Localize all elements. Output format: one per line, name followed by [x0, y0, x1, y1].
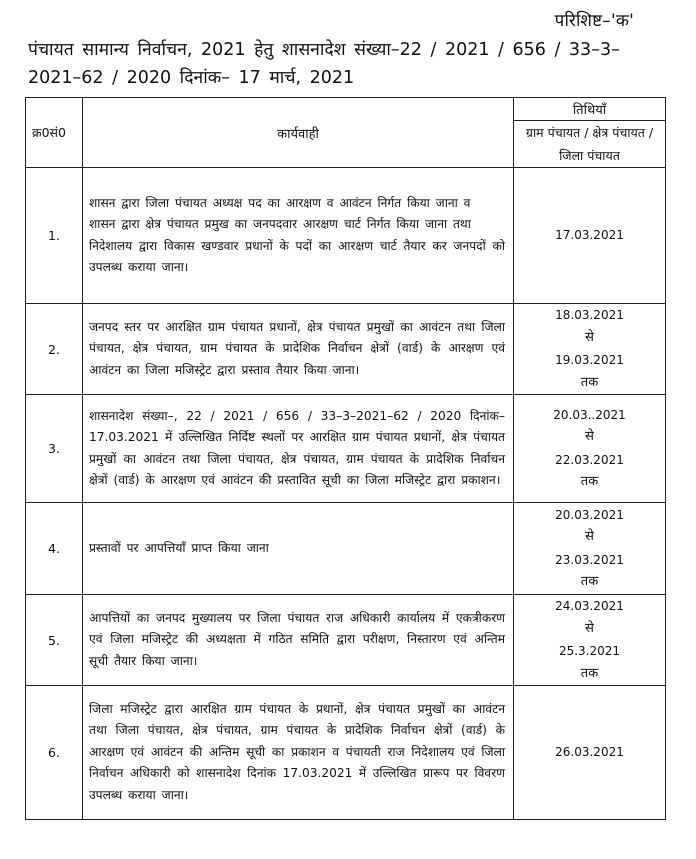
header-dates: तिथियाँ: [514, 98, 666, 121]
action-line: जनपद स्तर पर आरक्षित ग्राम पंचायत प्रधानों, क्षेत्र पंचायत प्रमुखों का आवंटन तथा जिला पंचायत, क्षेत्र पंचायत, ग्राम पंचायत के प्रादेशिक निर्वाचन क्षेत्रों (वार्ड) के आरक्षण एवं आवंटन का जिला मजिस्ट्रेट द्वारा प्रस्ताव तैयार किया जाना।: [89, 319, 505, 377]
action-line: निदेशालय द्वारा विकास खण्डवार प्रधानों के पदों का आरक्षण चार्ट तैयार कर जनपदों को उपलब्ध कराया जाना।: [89, 238, 505, 274]
row-action: [83, 595, 514, 686]
row-action: [83, 395, 514, 503]
table-row: [26, 686, 666, 820]
row-serial: 5.: [26, 595, 83, 686]
document-heading: पंचायत सामान्य निर्वाचन, 2021 हेतु शासनादेश संख्या–22 / 2021 / 656 / 33–3–2021–62 / 2020 दिनांक– 17 मार्च, 2021: [28, 40, 620, 88]
election-schedule-table: [25, 97, 666, 820]
date-separator: से: [585, 329, 594, 345]
date-suffix: तक: [580, 665, 599, 681]
action-line: प्रस्तावों पर आपत्तियाँ प्राप्त किया जाना: [89, 540, 269, 555]
table-row: [26, 503, 666, 595]
row-action: [83, 686, 514, 820]
date-separator: से: [585, 429, 594, 444]
table-row: [26, 168, 666, 304]
date-separator: से: [585, 529, 594, 544]
date-suffix: तक: [580, 374, 599, 390]
row-serial: 3.: [26, 395, 83, 503]
appendix-label: परिशिष्ट–'क': [554, 11, 634, 31]
action-line: शासन द्वारा जिला पंचायत अध्यक्ष पद का आरक्षण व आवंटन निर्गत किया जाना व: [89, 195, 471, 210]
header-dates-sub: ग्राम पंचायत / क्षेत्र पंचायत / जिला पंचायत: [514, 121, 666, 168]
row-action: [83, 304, 514, 395]
table-row: [26, 304, 666, 395]
row-date: [514, 304, 666, 395]
date-from: 24.03.2021: [555, 599, 624, 613]
row-date: [514, 503, 666, 595]
date-to: 22.03.2021: [555, 452, 624, 467]
date-suffix: तक: [580, 474, 599, 489]
date-separator: से: [585, 620, 594, 636]
row-date: [514, 168, 666, 304]
header-serial: क्र0सं0: [26, 98, 83, 168]
header-action: कार्यवाही: [83, 98, 514, 168]
date-from: 26.03.2021: [555, 745, 624, 760]
row-date: [514, 686, 666, 820]
row-serial: 1.: [26, 168, 83, 304]
row-action: [83, 503, 514, 595]
action-line: शासनादेश संख्या–, 22 / 2021 / 656 / 33–3–2021–62 / 2020 दिनांक– 17.03.2021 में उल्लिखित निर्दिष्ट स्थलों पर आरक्षित ग्राम पंचायत प्रधानों, क्षेत्र पंचायत प्रमुखों का आवंटन तथा जिला पंचायत, क्षेत्र पंचायत, ग्राम पंचायत के प्रादेशिक निर्वाचन क्षेत्रों (वार्ड) के आरक्षण एवं आवंटन की प्रस्तावित सूची का जिला मजिस्ट्रेट द्वारा प्रकाशन।: [89, 408, 505, 487]
row-serial: 2.: [26, 304, 83, 395]
date-from: 20.03.2021: [555, 507, 624, 522]
row-date: [514, 595, 666, 686]
row-serial: 4.: [26, 503, 83, 595]
date-from: 17.03.2021: [555, 228, 624, 243]
date-suffix: तक: [580, 574, 599, 589]
date-from: 18.03.2021: [555, 308, 624, 322]
date-to: 19.03.2021: [555, 353, 624, 367]
date-to: 23.03.2021: [555, 552, 624, 567]
action-line: शासन द्वारा क्षेत्र पंचायत प्रमुख का जनपदवार आरक्षण चार्ट निर्गत किया जाना तथा: [89, 217, 471, 231]
action-line: जिला मजिस्ट्रेट द्वारा आरक्षित ग्राम पंचायत के प्रधानों, क्षेत्र पंचायत प्रमुखों का आवंटन तथा जिला पंचायत, क्षेत्र पंचायत, ग्राम पंचायत के प्रादेशिक निर्वाचन क्षेत्रों (वार्ड) के आरक्षण एवं आवंटन की अन्तिम सूची का प्रकाशन व पंचायती राज निदेशालय एवं जिला निर्वाचन अधिकारी को शासनादेश दिनांक 17.03.2021 में उल्लिखित प्रारूप पर विवरण उपलब्ध कराया जाना।: [89, 701, 505, 802]
row-action: [83, 168, 514, 304]
table-row: [26, 395, 666, 503]
date-to: 25.3.2021: [558, 644, 621, 658]
row-serial: 6.: [26, 686, 83, 820]
table-row: [26, 595, 666, 686]
row-date: [514, 395, 666, 503]
date-from: 20.03..2021: [553, 407, 626, 422]
action-line: आपत्तियों का जनपद मुख्यालय पर जिला पंचायत राज अधिकारी कार्यालय में एकत्रीकरण एवं जिला मजिस्ट्रेट की अध्यक्षता में गठित समिति द्वारा परीक्षण, निस्तारण एवं अन्तिम सूची तैयार किया जाना।: [89, 610, 505, 668]
